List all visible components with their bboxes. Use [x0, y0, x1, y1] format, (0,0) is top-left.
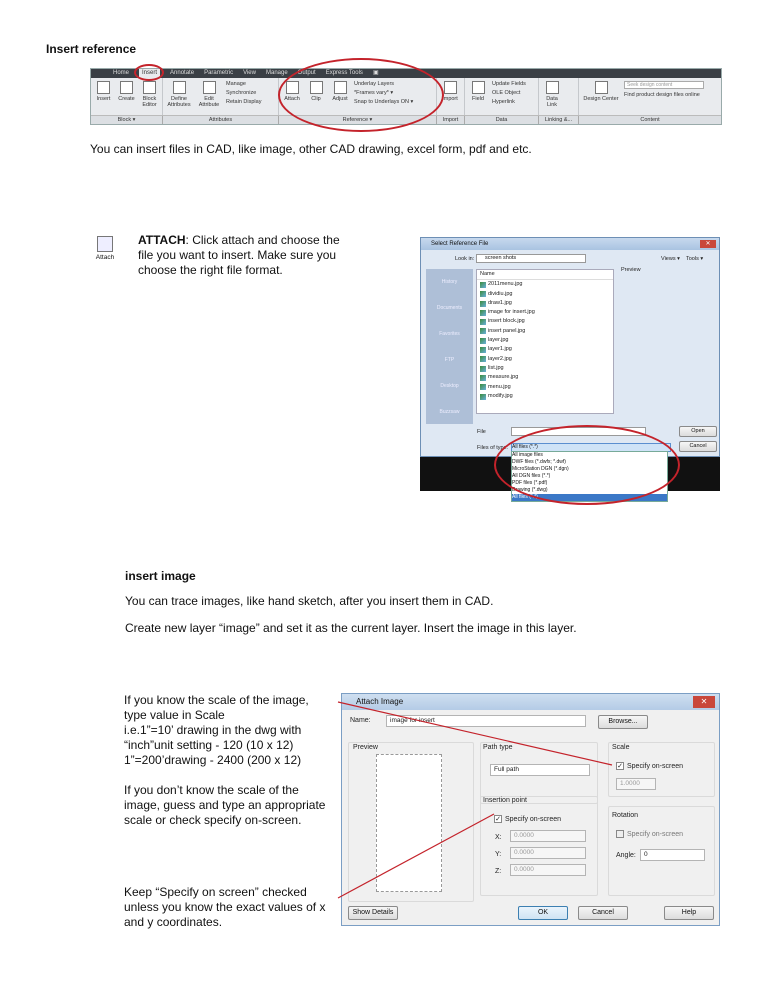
tab-manage[interactable]: Manage — [265, 70, 288, 76]
tab-insert[interactable]: Insert — [139, 69, 160, 78]
import-button[interactable]: Import — [440, 81, 460, 102]
block-editor-button[interactable]: Block Editor — [140, 81, 159, 108]
content-panel-label: Content — [640, 117, 660, 123]
insert-image-heading: insert image — [125, 569, 196, 583]
field-button[interactable]: Field — [468, 81, 488, 102]
file-type-option[interactable]: All files (*.*) — [512, 494, 667, 501]
underlay-layers-button[interactable]: Underlay Layers — [354, 81, 395, 87]
tab-extra[interactable]: ▣ — [372, 70, 379, 76]
views-menu[interactable]: Views ▾ — [661, 256, 680, 262]
attach-image-dialog: Attach Image ✕ Name: image for insert Browse... Preview Path type Full path Insertion point ✓ Specify on-screen X: 0.0000 Y: 0.0000 Z: 0.0000 Scale ✓ Specify on-screen 1.0000 Rotation Specify on-screen Angle: 0 Show Details OK Cancel Help — [341, 693, 720, 926]
attributes-panel-label: Attributes — [163, 116, 279, 124]
design-center-button[interactable]: Design Center — [582, 81, 620, 102]
intro-text: You can insert files in CAD, like image, other CAD drawing, excel form, pdf and etc. — [90, 142, 532, 156]
snap-underlays-dropdown[interactable]: Snap to Underlays ON ▾ — [354, 99, 414, 105]
file-type-option[interactable]: All DGN files (*.*) — [512, 473, 551, 479]
file-item[interactable]: layer2.jpg — [480, 355, 613, 364]
file-item[interactable]: draw1.jpg — [480, 299, 613, 308]
x-input[interactable]: 0.0000 — [510, 830, 586, 842]
dialog-title: Select Reference File — [431, 241, 489, 247]
ole-object-button[interactable]: OLE Object — [492, 90, 521, 96]
tab-parametric[interactable]: Parametric — [204, 70, 234, 76]
update-fields-button[interactable]: Update Fields — [492, 81, 526, 87]
help-button[interactable]: Help — [664, 906, 714, 920]
file-type-option[interactable]: All image files — [512, 452, 543, 458]
file-item[interactable]: layer1.jpg — [480, 345, 613, 354]
place-history[interactable]: History — [441, 279, 458, 285]
scale-input[interactable]: 1.0000 — [616, 778, 656, 790]
find-online-link[interactable]: Find product design files online — [624, 92, 700, 98]
show-details-button[interactable]: Show Details — [348, 906, 398, 920]
data-panel-label: Data — [465, 116, 539, 124]
design-search-input[interactable]: Seek design content — [624, 81, 704, 89]
place-documents[interactable]: Documents — [436, 305, 463, 311]
file-item[interactable]: measure.jpg — [480, 373, 613, 382]
insert-image-p2: Create new layer “image” and set it as the current layer. Insert the image in this layer. — [125, 621, 577, 635]
attach-button[interactable]: Attach — [282, 81, 302, 102]
file-type-select[interactable]: All files (*.*) — [511, 443, 671, 452]
data-link-button[interactable]: Data Link — [542, 81, 562, 108]
browse-button[interactable]: Browse... — [598, 715, 648, 729]
path-type-select[interactable]: Full path — [490, 764, 590, 776]
rotation-specify-checkbox[interactable]: Specify on-screen — [616, 830, 683, 838]
file-type-option[interactable]: DWF files (*.dwfx; *.dwf) — [512, 459, 566, 465]
attach-icon-block: Attach — [89, 236, 121, 261]
synchronize-button[interactable]: Synchronize — [226, 90, 257, 96]
frames-dropdown[interactable]: *Frames vary* ▾ — [354, 90, 394, 96]
ok-button[interactable]: OK — [518, 906, 568, 920]
scale-specify-checkbox[interactable]: ✓ Specify on-screen — [617, 762, 684, 770]
adjust-button[interactable]: Adjust — [330, 81, 350, 102]
reference-panel-label[interactable]: Reference ▾ — [279, 116, 437, 124]
scale-note: If you know the scale of the image, type value in Scale i.e.1”=10’ drawing in the dwg with “inch”unit setting - 120 (10 x 12) 1”=200’drawing - 2400 (200 x 12) — [124, 693, 309, 767]
tab-output[interactable]: Output — [297, 70, 316, 76]
file-type-option[interactable]: PDF files (*.pdf) — [512, 480, 548, 486]
define-attributes-button[interactable]: Define Attributes — [166, 81, 192, 108]
file-item[interactable]: 2011menu.jpg — [480, 280, 613, 289]
clip-button[interactable]: Clip — [306, 81, 326, 102]
block-panel-label[interactable]: Block ▾ — [91, 116, 163, 124]
attach-description: ATTACH: Click attach and choose the file you want to insert. Make sure you choose the right file format. — [138, 233, 340, 277]
retain-display-button[interactable]: Retain Display — [226, 99, 262, 105]
manage-button[interactable]: Manage — [226, 81, 246, 87]
page-heading: Insert reference — [46, 42, 137, 56]
tab-view[interactable]: View — [243, 70, 256, 76]
file-item[interactable]: insert block.jpg — [480, 317, 613, 326]
dialog-title: Attach Image — [356, 697, 404, 706]
place-desktop[interactable]: Desktop — [440, 383, 459, 389]
file-item[interactable]: insert panel.jpg — [480, 327, 613, 336]
file-item[interactable]: image for insert.jpg — [480, 308, 613, 317]
z-input[interactable]: 0.0000 — [510, 864, 586, 876]
hyperlink-button[interactable]: Hyperlink — [492, 99, 515, 105]
file-item[interactable]: layer.jpg — [480, 336, 613, 345]
file-item[interactable]: list.jpg — [480, 364, 613, 373]
file-type-option[interactable]: MicroStation DGN (*.dgn) — [512, 466, 569, 472]
file-type-option[interactable]: Drawing (*.dwg) — [512, 487, 548, 493]
insert-button[interactable]: Insert — [94, 81, 113, 102]
tab-annotate[interactable]: Annotate — [170, 70, 195, 76]
angle-input[interactable]: 0 — [640, 849, 705, 861]
edit-attribute-button[interactable]: Edit Attribute — [196, 81, 222, 108]
insert-image-p1: You can trace images, like hand sketch, after you insert them in CAD. — [125, 594, 494, 608]
y-input[interactable]: 0.0000 — [510, 847, 586, 859]
guess-note: If you don’t know the scale of the image, guess and type an appropriate scale or check specify on-screen. — [124, 783, 326, 827]
file-item[interactable]: dividiu.jpg — [480, 290, 613, 299]
linking-panel-label: Linking &... — [539, 116, 579, 124]
open-button[interactable]: Open — [679, 426, 717, 437]
tools-menu[interactable]: Tools ▾ — [686, 256, 704, 262]
import-panel-label: Import — [437, 116, 465, 124]
place-buzzsaw[interactable]: Buzzsaw — [439, 409, 460, 415]
create-button[interactable]: Create — [117, 81, 136, 102]
name-column-header[interactable]: Name — [477, 270, 613, 280]
look-in-select[interactable]: screen shots — [476, 254, 586, 263]
tab-home[interactable]: Home — [113, 70, 130, 76]
cancel-button[interactable]: Cancel — [578, 906, 628, 920]
cancel-button[interactable]: Cancel — [679, 441, 717, 452]
tab-express-tools[interactable]: Express Tools — [325, 70, 363, 76]
place-favorites[interactable]: Favorites — [439, 331, 460, 337]
keep-note: Keep “Specify on screen” checked unless you know the exact values of x and y coordinates. — [124, 885, 326, 929]
close-button[interactable]: ✕ — [700, 240, 716, 248]
place-ftp[interactable]: FTP — [444, 357, 455, 363]
close-button[interactable]: ✕ — [693, 696, 715, 708]
file-item[interactable]: menu.jpg — [480, 383, 613, 392]
name-select[interactable]: image for insert — [386, 715, 586, 727]
select-reference-dialog: Select Reference File ✕ Look in: screen shots Views ▾ Tools ▾ History Documents Favorites FTP Desktop Buzzsaw Name 2011menu.jpg dividiu.jpg draw1.jpg image for insert.jpg insert block.jpg insert panel.jpg layer.jpg layer1.jpg layer2.jpg list.jpg measure.jpg menu.jpg modify.jpg Preview File Files of type: All files (*.*) Open Cancel — [420, 237, 720, 457]
file-item[interactable]: modify.jpg — [480, 392, 613, 401]
insertion-specify-checkbox[interactable]: ✓ Specify on-screen — [495, 815, 562, 823]
